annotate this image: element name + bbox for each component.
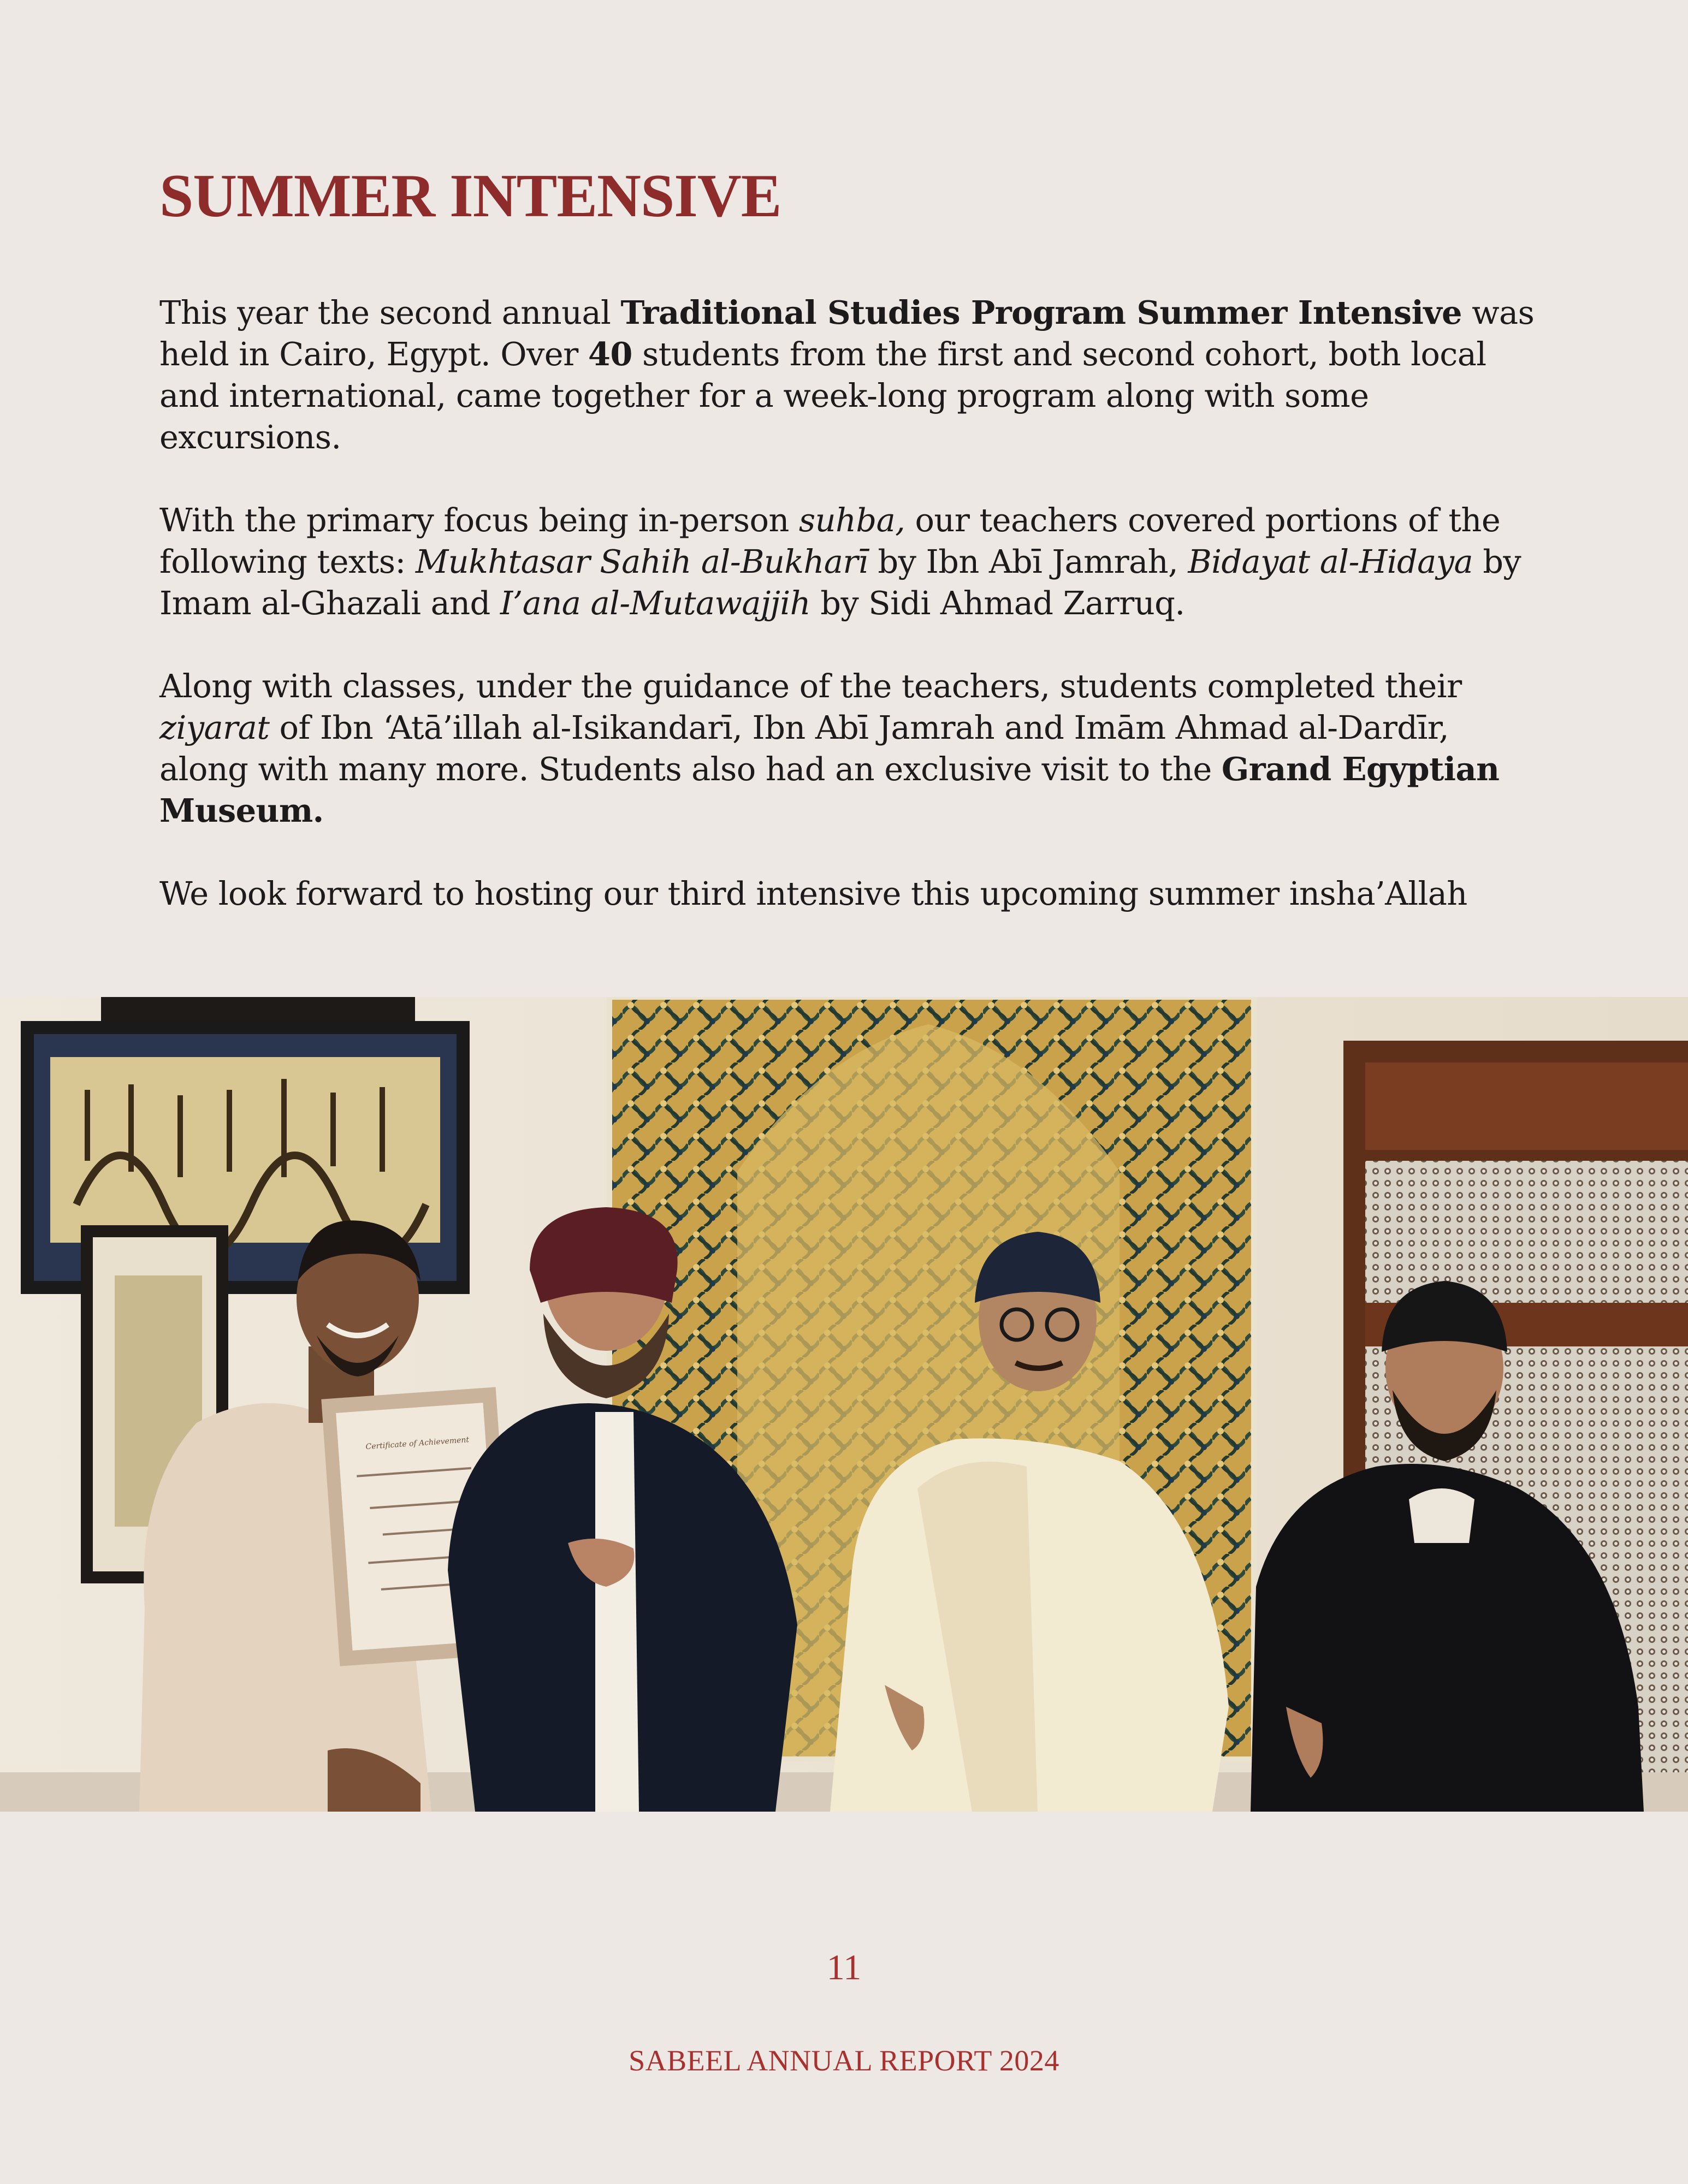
text-run: We look forward to hosting our third intensive this upcoming summer insha’Allah	[159, 875, 1467, 912]
museum-name: Grand Egyptian Museum.	[159, 750, 1500, 829]
certificate-title: Certificate of Achievement	[365, 1435, 470, 1452]
paragraph-closing	[159, 873, 1536, 915]
article-body	[159, 292, 1536, 915]
book-title: I’ana al-Mutawajjih	[500, 584, 811, 622]
text-run: With the primary focus being in-person	[159, 501, 799, 539]
book-title: Mukhtasar Sahih al-Bukharī	[415, 543, 868, 580]
student-count: 40	[588, 335, 632, 373]
text-run: was held in Cairo, Egypt. Over	[159, 294, 1535, 373]
term-suhba: suhba,	[798, 501, 905, 539]
group-photo	[0, 997, 1688, 1812]
paragraph-texts	[159, 500, 1536, 624]
text-run: This year the second annual	[159, 294, 621, 331]
page-number: 11	[826, 1948, 862, 1987]
book-title: Bidayat al-Hidaya	[1188, 543, 1473, 580]
text-run: by Imam al-Ghazali and	[159, 543, 1521, 622]
text-run: students from the first and second cohort, both local and international, came together for a week-long program along with some excursions.	[159, 335, 1486, 456]
text-run: Along with classes, under the guidance of the teachers, students completed their	[159, 667, 1462, 705]
paragraph-ziyarat	[159, 666, 1536, 832]
text-run: by Sidi Ahmad Zarruq.	[810, 584, 1185, 622]
term-ziyarat: ziyarat	[159, 709, 270, 746]
page-title: SUMMER INTENSIVE	[159, 162, 781, 230]
program-name: Traditional Studies Program Summer Intensive	[620, 294, 1462, 331]
text-run: of Ibn ‘Atā’illah al-Isikandarī, Ibn Abī Jamrah and Imām Ahmad al-Dardīr, along with many more. Students also had an exclusive visit to the	[159, 709, 1449, 788]
report-footer: SABEEL ANNUAL REPORT 2024	[629, 2044, 1059, 2077]
text-run: by Ibn Abī Jamrah,	[868, 543, 1188, 580]
paragraph-intro	[159, 292, 1536, 458]
text-run: our teachers covered portions of the following texts:	[159, 501, 1501, 580]
